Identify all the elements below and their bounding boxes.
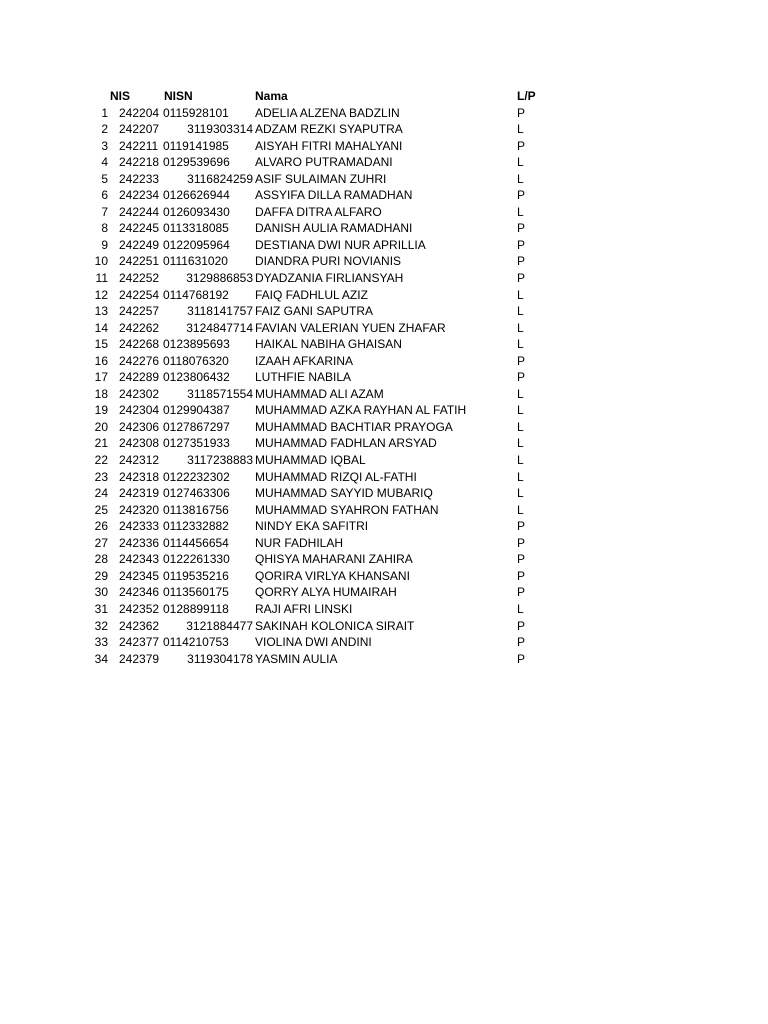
cell-nis: 242251 bbox=[119, 254, 160, 269]
table-row bbox=[0, 220, 768, 237]
row-number: 20 bbox=[94, 419, 108, 434]
header-lp: L/P bbox=[517, 89, 536, 103]
cell-nis: 242304 bbox=[119, 403, 160, 418]
table-row bbox=[0, 419, 768, 436]
cell-lp: P bbox=[517, 552, 526, 567]
cell-lp: L bbox=[517, 204, 524, 219]
cell-nisn: 0129539696 bbox=[163, 155, 230, 170]
cell-nis: 242345 bbox=[119, 568, 160, 583]
table-row bbox=[0, 303, 768, 320]
cell-nisn: 0113816756 bbox=[163, 502, 229, 517]
row-number: 11 bbox=[95, 271, 108, 286]
cell-nisn: 3117238883 bbox=[187, 453, 253, 468]
cell-nama: ALVARO PUTRAMADANI bbox=[255, 155, 393, 170]
table-row bbox=[0, 187, 768, 204]
table-row bbox=[0, 518, 768, 535]
row-number: 6 bbox=[101, 188, 108, 203]
table-row bbox=[0, 287, 768, 304]
cell-lp: P bbox=[517, 221, 526, 236]
cell-lp: L bbox=[517, 171, 524, 186]
cell-nama: ADELIA ALZENA BADZLIN bbox=[255, 105, 400, 120]
table-row bbox=[0, 568, 768, 585]
cell-lp: P bbox=[517, 237, 526, 252]
cell-nis: 242346 bbox=[119, 585, 160, 600]
cell-nisn: 0122261330 bbox=[163, 552, 230, 567]
row-number: 28 bbox=[94, 552, 108, 567]
cell-nis: 242377 bbox=[119, 635, 160, 650]
cell-nis: 242379 bbox=[119, 651, 160, 666]
table-row bbox=[0, 634, 768, 651]
table-row bbox=[0, 336, 768, 353]
table-row bbox=[0, 121, 768, 138]
cell-nisn: 3119304178 bbox=[187, 651, 253, 666]
cell-nisn: 3129886853 bbox=[186, 271, 253, 286]
cell-lp: P bbox=[517, 585, 526, 600]
row-number: 3 bbox=[101, 138, 108, 153]
cell-nama: FAVIAN VALERIAN YUEN ZHAFAR bbox=[255, 320, 446, 335]
cell-nama: AISYAH FITRI MAHALYANI bbox=[255, 138, 403, 153]
cell-nis: 242233 bbox=[119, 171, 160, 186]
cell-nama: NUR FADHILAH bbox=[255, 535, 344, 550]
row-number: 22 bbox=[94, 453, 108, 468]
cell-lp: L bbox=[517, 453, 524, 468]
cell-nama: MUHAMMAD IQBAL bbox=[255, 453, 366, 468]
table-row bbox=[0, 551, 768, 568]
row-number: 26 bbox=[94, 519, 108, 534]
cell-nisn: 0115928101 bbox=[163, 105, 229, 120]
cell-nis: 242252 bbox=[119, 271, 160, 286]
table-row bbox=[0, 369, 768, 386]
cell-lp: P bbox=[517, 271, 526, 286]
table-row bbox=[0, 469, 768, 486]
cell-nis: 242276 bbox=[119, 353, 160, 368]
cell-lp: L bbox=[517, 419, 524, 434]
cell-nisn: 0114210753 bbox=[163, 635, 229, 650]
cell-nisn: 0119535216 bbox=[163, 568, 229, 583]
table-row bbox=[0, 138, 768, 155]
cell-nama: MUHAMMAD SYAHRON FATHAN bbox=[255, 502, 439, 517]
table-row bbox=[0, 584, 768, 601]
cell-nisn: 0122232302 bbox=[163, 469, 230, 484]
cell-nisn: 0113560175 bbox=[163, 585, 229, 600]
header-nisn: NISN bbox=[164, 89, 193, 103]
cell-nisn: 0112332882 bbox=[163, 519, 229, 534]
cell-nisn: 0118076320 bbox=[163, 353, 229, 368]
student-table bbox=[0, 88, 768, 667]
table-row bbox=[0, 435, 768, 452]
table-row bbox=[0, 105, 768, 122]
cell-nis: 242333 bbox=[119, 519, 160, 534]
row-number: 12 bbox=[94, 287, 108, 302]
row-number: 32 bbox=[94, 618, 108, 633]
row-number: 24 bbox=[94, 486, 108, 501]
table-row bbox=[0, 502, 768, 519]
cell-nisn: 0123806432 bbox=[163, 370, 230, 385]
header-nis: NIS bbox=[110, 89, 131, 103]
table-row bbox=[0, 618, 768, 635]
cell-nis: 242302 bbox=[119, 386, 160, 401]
cell-nisn: 3119303314 bbox=[187, 122, 253, 137]
cell-nama: MUHAMMAD RIZQI AL-FATHI bbox=[255, 469, 417, 484]
table-row bbox=[0, 204, 768, 221]
cell-lp: P bbox=[517, 519, 526, 534]
cell-nis: 242352 bbox=[119, 601, 160, 616]
cell-nis: 242218 bbox=[119, 155, 160, 170]
cell-nisn: 3121884477 bbox=[186, 618, 253, 633]
cell-nis: 242289 bbox=[119, 370, 160, 385]
cell-nis: 242319 bbox=[119, 486, 160, 501]
cell-nama: RAJI AFRI LINSKI bbox=[255, 601, 353, 616]
cell-lp: L bbox=[517, 287, 524, 302]
table-row bbox=[0, 485, 768, 502]
table-row bbox=[0, 253, 768, 270]
cell-nis: 242249 bbox=[119, 237, 160, 252]
row-number: 14 bbox=[94, 320, 108, 335]
table-row bbox=[0, 601, 768, 618]
cell-nis: 242262 bbox=[119, 320, 160, 335]
cell-nis: 242320 bbox=[119, 502, 160, 517]
row-number: 18 bbox=[94, 386, 108, 401]
cell-nama: LUTHFIE NABILA bbox=[255, 370, 352, 385]
row-number: 5 bbox=[101, 171, 108, 186]
row-number: 27 bbox=[94, 535, 108, 550]
row-number: 8 bbox=[101, 221, 108, 236]
table-row bbox=[0, 651, 768, 668]
cell-nama: MUHAMMAD ALI AZAM bbox=[255, 386, 384, 401]
cell-lp: L bbox=[517, 386, 524, 401]
cell-nama: MUHAMMAD FADHLAN ARSYAD bbox=[255, 436, 437, 451]
cell-nis: 242211 bbox=[119, 138, 159, 153]
row-number: 9 bbox=[101, 237, 108, 252]
table-body bbox=[0, 105, 768, 668]
table-row bbox=[0, 402, 768, 419]
cell-nisn: 0126626944 bbox=[163, 188, 230, 203]
row-number: 21 bbox=[94, 436, 108, 451]
row-number: 7 bbox=[101, 204, 108, 219]
cell-lp: L bbox=[517, 601, 524, 616]
row-number: 33 bbox=[94, 635, 108, 650]
cell-lp: P bbox=[517, 353, 526, 368]
cell-nama: DANISH AULIA RAMADHANI bbox=[255, 221, 413, 236]
cell-nama: QORIRA VIRLYA KHANSANI bbox=[255, 568, 410, 583]
cell-nisn: 0119141985 bbox=[163, 138, 229, 153]
cell-nisn: 0127867297 bbox=[163, 419, 230, 434]
cell-lp: L bbox=[517, 469, 524, 484]
cell-lp: L bbox=[517, 155, 524, 170]
cell-nis: 242254 bbox=[119, 287, 160, 302]
cell-nama: FAIQ FADHLUL AZIZ bbox=[255, 287, 368, 302]
row-number: 25 bbox=[94, 502, 108, 517]
cell-lp: P bbox=[517, 188, 526, 203]
row-number: 31 bbox=[94, 601, 108, 616]
cell-nisn: 0114768192 bbox=[163, 287, 229, 302]
row-number: 1 bbox=[101, 105, 108, 120]
table-row bbox=[0, 535, 768, 552]
cell-nis: 242312 bbox=[119, 453, 160, 468]
cell-lp: L bbox=[517, 304, 524, 319]
cell-lp: P bbox=[517, 370, 526, 385]
cell-nisn: 3118571554 bbox=[187, 386, 253, 401]
table-row bbox=[0, 270, 768, 287]
cell-nis: 242308 bbox=[119, 436, 160, 451]
cell-nama: ASSYIFA DILLA RAMADHAN bbox=[255, 188, 413, 203]
cell-nisn: 0111631020 bbox=[163, 254, 228, 269]
cell-lp: P bbox=[517, 568, 526, 583]
table-row bbox=[0, 237, 768, 254]
cell-nama: FAIZ GANI SAPUTRA bbox=[255, 304, 374, 319]
cell-nama: ADZAM REZKI SYAPUTRA bbox=[255, 122, 403, 137]
cell-nama: NINDY EKA SAFITRI bbox=[255, 519, 369, 534]
cell-nisn: 3118141757 bbox=[187, 304, 253, 319]
cell-nis: 242336 bbox=[119, 535, 160, 550]
table-row bbox=[0, 386, 768, 403]
cell-lp: P bbox=[517, 651, 526, 666]
row-number: 17 bbox=[94, 370, 108, 385]
cell-nis: 242343 bbox=[119, 552, 160, 567]
cell-nisn: 0122095964 bbox=[163, 237, 230, 252]
cell-nis: 242245 bbox=[119, 221, 160, 236]
table-header bbox=[0, 88, 768, 105]
cell-nis: 242362 bbox=[119, 618, 160, 633]
cell-nama: IZAAH AFKARINA bbox=[255, 353, 354, 368]
cell-lp: P bbox=[517, 138, 526, 153]
cell-lp: L bbox=[517, 122, 524, 137]
cell-nama: YASMIN AULIA bbox=[255, 651, 338, 666]
cell-nis: 242207 bbox=[119, 122, 160, 137]
cell-nama: MUHAMMAD SAYYID MUBARIQ bbox=[255, 486, 433, 501]
table-row bbox=[0, 320, 768, 337]
cell-nis: 242234 bbox=[119, 188, 160, 203]
cell-nis: 242306 bbox=[119, 419, 160, 434]
cell-nama: QHISYA MAHARANI ZAHIRA bbox=[255, 552, 413, 567]
cell-lp: P bbox=[517, 105, 526, 120]
cell-nisn: 0129904387 bbox=[163, 403, 230, 418]
table-row bbox=[0, 353, 768, 370]
cell-nama: MUHAMMAD AZKA RAYHAN AL FATIH bbox=[255, 403, 467, 418]
row-number: 15 bbox=[94, 337, 108, 352]
row-number: 19 bbox=[94, 403, 108, 418]
row-number: 13 bbox=[94, 304, 108, 319]
cell-nama: MUHAMMAD BACHTIAR PRAYOGA bbox=[255, 419, 453, 434]
cell-nisn: 0127351933 bbox=[163, 436, 230, 451]
cell-lp: L bbox=[517, 337, 524, 352]
cell-nama: QORRY ALYA HUMAIRAH bbox=[255, 585, 397, 600]
cell-nama: HAIKAL NABIHA GHAISAN bbox=[255, 337, 402, 352]
cell-nisn: 3124847714 bbox=[186, 320, 253, 335]
row-number: 16 bbox=[94, 353, 108, 368]
cell-nisn: 0128899118 bbox=[163, 601, 229, 616]
cell-lp: L bbox=[517, 436, 524, 451]
row-number: 23 bbox=[94, 469, 108, 484]
cell-lp: P bbox=[517, 618, 526, 633]
cell-nama: DESTIANA DWI NUR APRILLIA bbox=[255, 237, 426, 252]
cell-lp: L bbox=[517, 403, 524, 418]
cell-nisn: 0126093430 bbox=[163, 204, 230, 219]
cell-nis: 242257 bbox=[119, 304, 160, 319]
cell-nis: 242318 bbox=[119, 469, 160, 484]
cell-lp: P bbox=[517, 635, 526, 650]
cell-nisn: 0113318085 bbox=[163, 221, 229, 236]
cell-nisn: 3116824259 bbox=[187, 171, 253, 186]
cell-nama: DIANDRA PURI NOVIANIS bbox=[255, 254, 402, 269]
row-number: 2 bbox=[101, 122, 108, 137]
row-number: 34 bbox=[94, 651, 108, 666]
cell-lp: L bbox=[517, 320, 524, 335]
cell-nama: ASIF SULAIMAN ZUHRI bbox=[255, 171, 387, 186]
cell-nisn: 0114456654 bbox=[163, 535, 229, 550]
table-row bbox=[0, 154, 768, 171]
cell-lp: P bbox=[517, 535, 526, 550]
cell-nis: 242244 bbox=[119, 204, 160, 219]
cell-lp: L bbox=[517, 502, 524, 517]
cell-lp: P bbox=[517, 254, 526, 269]
row-number: 10 bbox=[94, 254, 108, 269]
cell-nama: DYADZANIA FIRLIANSYAH bbox=[255, 271, 404, 286]
cell-nisn: 0123895693 bbox=[163, 337, 230, 352]
table-row bbox=[0, 452, 768, 469]
header-nama: Nama bbox=[255, 89, 288, 103]
row-number: 29 bbox=[94, 568, 108, 583]
cell-nis: 242204 bbox=[119, 105, 160, 120]
cell-lp: L bbox=[517, 486, 524, 501]
table-row bbox=[0, 171, 768, 188]
cell-nama: SAKINAH KOLONICA SIRAIT bbox=[255, 618, 415, 633]
cell-nis: 242268 bbox=[119, 337, 160, 352]
cell-nisn: 0127463306 bbox=[163, 486, 230, 501]
row-number: 30 bbox=[94, 585, 108, 600]
row-number: 4 bbox=[101, 155, 108, 170]
cell-nama: DAFFA DITRA ALFARO bbox=[255, 204, 382, 219]
cell-nama: VIOLINA DWI ANDINI bbox=[255, 635, 372, 650]
